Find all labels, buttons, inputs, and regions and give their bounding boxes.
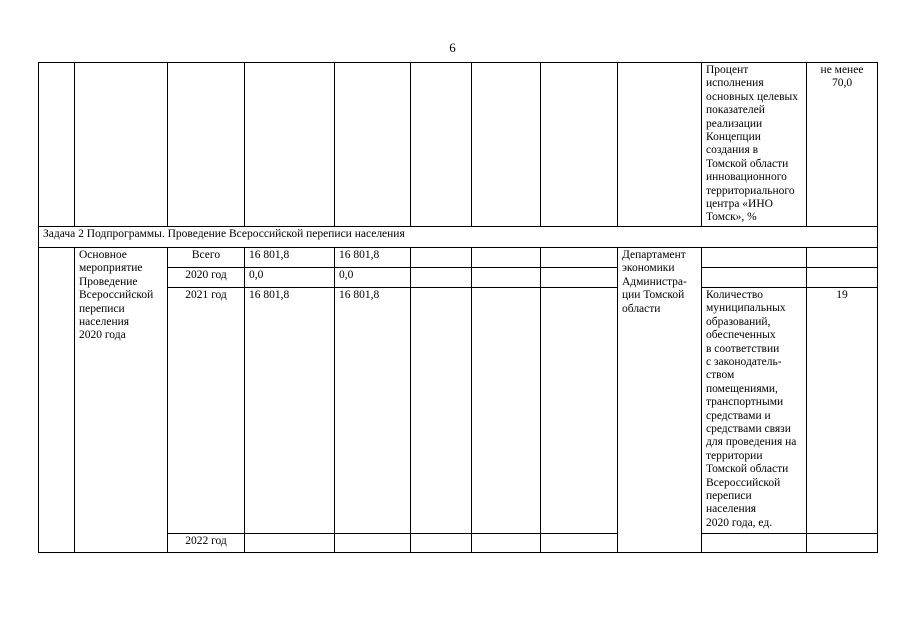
year-cell: 2021 год — [168, 287, 245, 533]
empty-cell — [411, 267, 472, 287]
indicator-cell: Процент исполнения основных целевых показателей реализации Концепции создания в Томской области инновационного территориального центра «ИНО Томск», % — [702, 63, 807, 227]
table-row — [39, 247, 878, 267]
activity-name-cell: Основное мероприятие Проведение Всероссийской переписи населения 2020 года — [75, 247, 168, 552]
empty-cell — [168, 63, 245, 227]
program-table — [38, 62, 878, 553]
federal-cell — [335, 533, 411, 552]
empty-cell — [541, 63, 618, 227]
executor-cell: Департамент экономики Администра- ции Томской области — [618, 247, 702, 552]
empty-cell — [472, 247, 541, 267]
empty-cell — [472, 63, 541, 227]
task-label: Задача 2 Подпрограммы. Проведение Всероссийской переписи населения — [39, 226, 878, 247]
empty-cell — [411, 287, 472, 533]
empty-cell — [245, 63, 335, 227]
empty-cell — [411, 63, 472, 227]
empty-cell — [411, 247, 472, 267]
federal-cell: 16 801,8 — [335, 247, 411, 267]
empty-cell — [541, 247, 618, 267]
empty-cell — [335, 63, 411, 227]
empty-cell — [39, 63, 75, 227]
task-row — [39, 226, 878, 247]
year-cell: Всего — [168, 247, 245, 267]
empty-cell — [702, 533, 807, 552]
table-row — [39, 63, 878, 227]
indicator-target-cell: не менее 70,0 — [807, 63, 878, 227]
total-cell: 0,0 — [245, 267, 335, 287]
year-cell: 2022 год — [168, 533, 245, 552]
empty-cell — [472, 267, 541, 287]
empty-cell — [472, 533, 541, 552]
empty-cell — [541, 533, 618, 552]
empty-cell — [702, 267, 807, 287]
year-cell: 2020 год — [168, 267, 245, 287]
empty-cell — [807, 267, 878, 287]
federal-cell: 16 801,8 — [335, 287, 411, 533]
empty-cell — [472, 287, 541, 533]
empty-cell — [618, 63, 702, 227]
indicator-value-cell: 19 — [807, 287, 878, 533]
number-cell — [39, 247, 75, 552]
empty-cell — [75, 63, 168, 227]
total-cell: 16 801,8 — [245, 247, 335, 267]
total-cell: 16 801,8 — [245, 287, 335, 533]
empty-cell — [807, 533, 878, 552]
empty-cell — [541, 267, 618, 287]
total-cell — [245, 533, 335, 552]
page-number: 6 — [449, 40, 456, 55]
empty-cell — [702, 247, 807, 267]
indicator-cell: Количество муниципальных образований, обеспеченных в соответствии с законодатель- ством помещениями, транспортными средствами и средствами связи для проведения на территории Томской области Всероссийской переписи населения 2020 года, ед. — [702, 287, 807, 533]
empty-cell — [541, 287, 618, 533]
empty-cell — [807, 247, 878, 267]
federal-cell: 0,0 — [335, 267, 411, 287]
empty-cell — [411, 533, 472, 552]
